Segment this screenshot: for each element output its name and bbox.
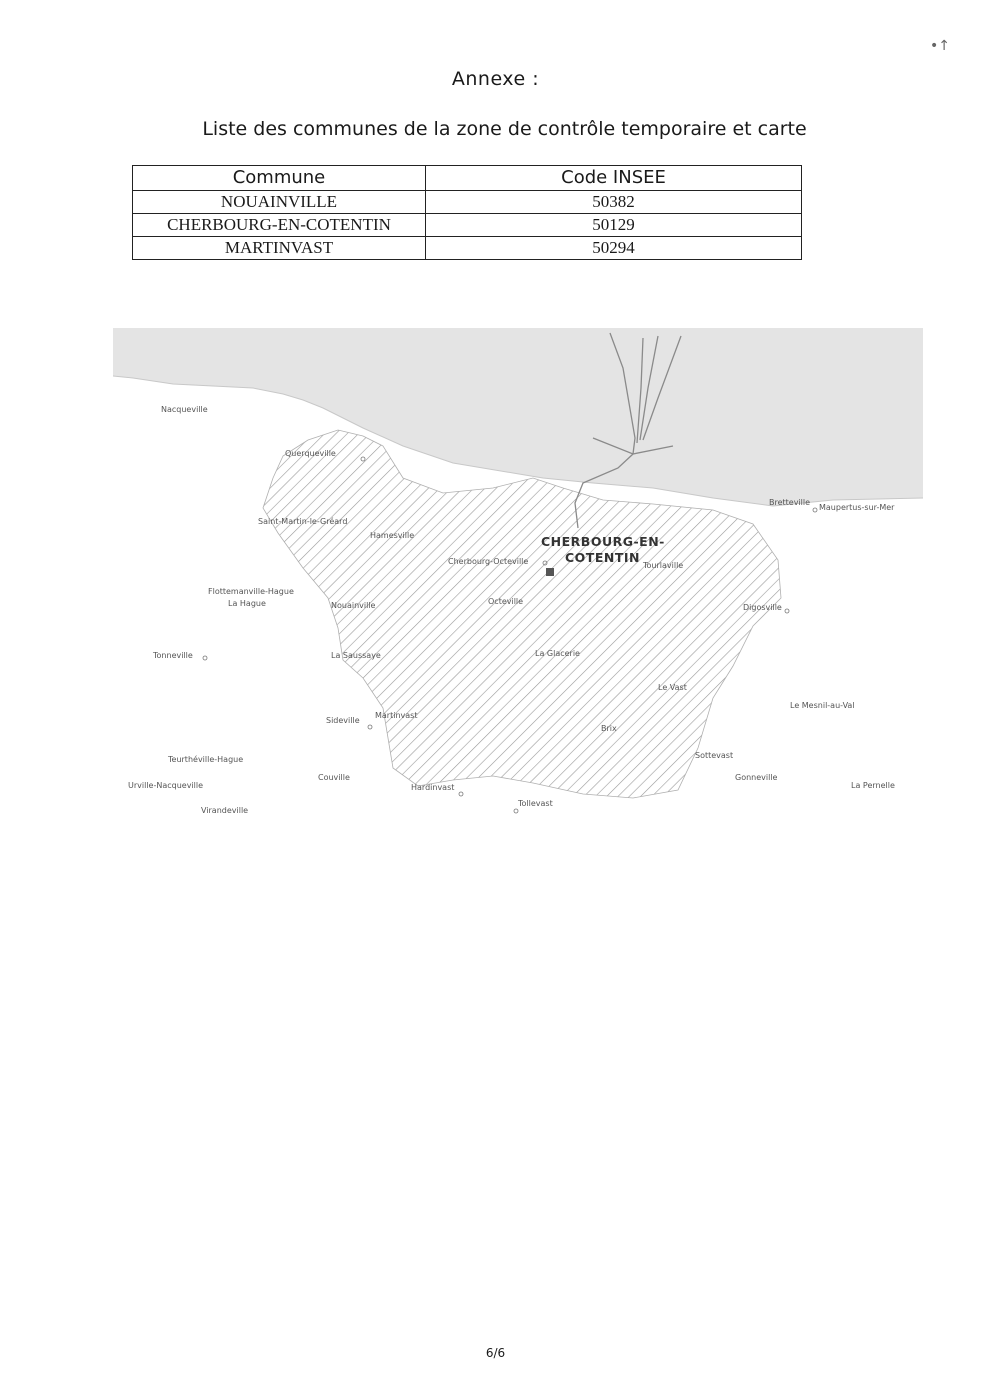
place-label: Teurthéville-Hague — [168, 755, 244, 764]
table-row — [133, 191, 802, 214]
main-label-line2: COTENTIN — [565, 550, 640, 565]
place-label: La Glacerie — [535, 649, 580, 658]
place-label: Tollevast — [518, 799, 553, 808]
commune-cell: CHERBOURG-EN-COTENTIN — [133, 214, 426, 237]
place-label: Virandeville — [201, 806, 249, 815]
commune-cell: MARTINVAST — [133, 237, 426, 260]
insee-cell: 50294 — [426, 237, 802, 260]
place-label: Bretteville — [769, 498, 811, 507]
annexe-title: Annexe : — [451, 68, 540, 90]
place-label: Tourlaville — [643, 561, 684, 570]
place-label: La Saussaye — [331, 651, 381, 660]
place-label: Sottevast — [695, 751, 734, 760]
place-label: Flottemanville-Hague — [208, 587, 294, 596]
place-label: Gonneville — [735, 773, 778, 782]
corner-mark: •↑ — [930, 38, 950, 54]
table-row — [133, 237, 802, 260]
page-number: 6/6 — [485, 1346, 506, 1360]
place-label: Couville — [318, 773, 350, 782]
place-label: La Pernelle — [851, 781, 895, 790]
place-label: Brix — [601, 724, 617, 733]
zone-map-svg — [113, 328, 923, 828]
place-label: Digosville — [743, 603, 782, 612]
table-row — [133, 214, 802, 237]
place-label: Martinvast — [375, 711, 418, 720]
header-code-insee: Code INSEE — [426, 166, 802, 191]
place-label: Hardinvast — [411, 783, 455, 792]
place-label: Nacqueville — [161, 405, 208, 414]
place-label: Le Vast — [658, 683, 687, 692]
place-label: Querqueville — [285, 449, 336, 458]
insee-cell: 50382 — [426, 191, 802, 214]
prefecture-marker — [546, 568, 554, 576]
place-label: La Hague — [228, 599, 266, 608]
place-label: Octeville — [488, 597, 524, 606]
table-header-row — [133, 166, 802, 191]
place-label: Sideville — [326, 716, 360, 725]
place-label: Saint-Martin-le-Gréard — [258, 517, 348, 526]
communes-table — [132, 165, 802, 260]
main-label-line1: CHERBOURG-EN- — [541, 534, 665, 549]
commune-cell: NOUAINVILLE — [133, 191, 426, 214]
place-label: Tonneville — [153, 651, 193, 660]
place-label: Cherbourg-Octeville — [448, 557, 529, 566]
insee-cell: 50129 — [426, 214, 802, 237]
place-label: Le Mesnil-au-Val — [790, 701, 855, 710]
place-label: Maupertus-sur-Mer — [819, 503, 895, 512]
sea-area — [113, 328, 923, 506]
header-commune: Commune — [133, 166, 426, 191]
place-label: Nouainville — [331, 601, 376, 610]
zone-map — [113, 328, 923, 828]
list-title: Liste des communes de la zone de contrôle temporaire et carte — [202, 118, 807, 140]
place-label: Hamesville — [370, 531, 415, 540]
place-label: Urville-Nacqueville — [128, 781, 204, 790]
